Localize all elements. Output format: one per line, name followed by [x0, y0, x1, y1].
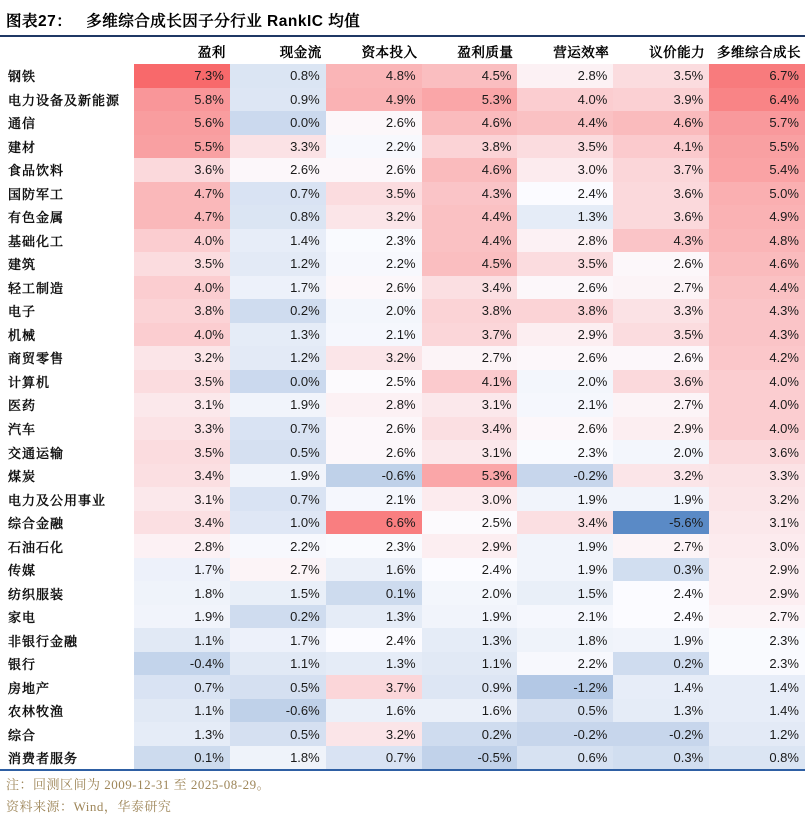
heatmap-cell: 2.1%: [517, 605, 613, 629]
heatmap-cell: 4.0%: [134, 323, 230, 347]
industry-row: [0, 370, 805, 394]
heatmap-cell: 4.2%: [709, 346, 805, 370]
heatmap-cell: 2.6%: [326, 440, 422, 464]
heatmap-cell: 2.6%: [517, 276, 613, 300]
heatmap-cell: 0.7%: [230, 182, 326, 206]
industry-row: [0, 299, 805, 323]
industry-label: 计算机: [8, 374, 51, 390]
industry-label: 汽车: [8, 421, 37, 437]
heatmap-cell: 4.9%: [326, 88, 422, 112]
heatmap-cell: 4.8%: [709, 229, 805, 253]
heatmap-cell: 1.3%: [422, 628, 518, 652]
industry-row: [0, 675, 805, 699]
industry-label: 煤炭: [8, 469, 37, 485]
heatmap-cell: 1.1%: [134, 699, 230, 723]
heatmap-cell: 3.4%: [517, 511, 613, 535]
heatmap-cell: 3.4%: [134, 464, 230, 488]
heatmap-cell: 2.1%: [517, 393, 613, 417]
heatmap-cell: 1.3%: [134, 722, 230, 746]
heatmap-cell: 1.5%: [517, 581, 613, 605]
heatmap-cell: 2.6%: [326, 158, 422, 182]
heatmap-cell: 3.3%: [230, 135, 326, 159]
column-header: 盈利: [197, 44, 226, 60]
industry-row: [0, 746, 805, 770]
heatmap-cell: 1.5%: [230, 581, 326, 605]
heatmap-cell: 1.6%: [422, 699, 518, 723]
heatmap-cell: 3.2%: [134, 346, 230, 370]
heatmap-cell: 2.2%: [517, 652, 613, 676]
heatmap-cell: 1.3%: [613, 699, 709, 723]
heatmap-cell: 0.6%: [517, 746, 613, 770]
industry-label: 纺织服装: [8, 586, 65, 602]
heatmap-cell: 4.3%: [709, 323, 805, 347]
heatmap-cell: 3.5%: [134, 370, 230, 394]
heatmap-cell: 2.9%: [709, 558, 805, 582]
industry-label: 消费者服务: [8, 751, 79, 767]
heatmap-cell: 0.5%: [230, 722, 326, 746]
heatmap-cell: 0.2%: [613, 652, 709, 676]
heatmap-cell: 4.6%: [613, 111, 709, 135]
heatmap-cell: 5.6%: [134, 111, 230, 135]
heatmap-cell: 2.3%: [326, 229, 422, 253]
heatmap-cell: 2.6%: [517, 346, 613, 370]
industry-row: [0, 64, 805, 88]
heatmap-cell: 6.7%: [709, 64, 805, 88]
heatmap-cell: -0.6%: [326, 464, 422, 488]
heatmap-cell: 0.3%: [613, 746, 709, 770]
heatmap-cell: 4.1%: [422, 370, 518, 394]
heatmap-cell: 1.1%: [230, 652, 326, 676]
heatmap-cell: 3.7%: [613, 158, 709, 182]
heatmap-cell: 0.8%: [230, 64, 326, 88]
heatmap-cell: 3.3%: [613, 299, 709, 323]
heatmap-cell: 2.6%: [326, 276, 422, 300]
industry-label: 电力设备及新能源: [8, 92, 121, 108]
industry-label: 银行: [8, 657, 37, 673]
heatmap-cell: 1.3%: [230, 323, 326, 347]
heatmap-cell: 2.9%: [422, 534, 518, 558]
heatmap-cell: 5.3%: [422, 464, 518, 488]
industry-label: 石油石化: [8, 539, 65, 555]
heatmap-cell: 3.9%: [613, 88, 709, 112]
heatmap-cell: 3.2%: [326, 205, 422, 229]
heatmap-cell: 3.0%: [517, 158, 613, 182]
heatmap-cell: 3.7%: [422, 323, 518, 347]
figure-name: 多维综合成长因子分行业 RankIC 均值: [86, 13, 361, 30]
heatmap-cell: 2.7%: [613, 393, 709, 417]
heatmap-cell: 1.9%: [613, 628, 709, 652]
industry-row: [0, 393, 805, 417]
industry-row: [0, 605, 805, 629]
industry-row: [0, 276, 805, 300]
heatmap-cell: 3.0%: [709, 534, 805, 558]
industry-row: [0, 252, 805, 276]
heatmap-cell: 6.4%: [709, 88, 805, 112]
industry-label: 基础化工: [8, 233, 65, 249]
heatmap-cell: 2.4%: [326, 628, 422, 652]
heatmap-cell: 3.2%: [326, 722, 422, 746]
heatmap-cell: 0.8%: [230, 205, 326, 229]
industry-label: 建筑: [8, 257, 37, 273]
industry-label: 机械: [8, 327, 37, 343]
industry-label: 家电: [8, 610, 37, 626]
heatmap-cell: 3.5%: [613, 64, 709, 88]
heatmap-cell: 2.0%: [422, 581, 518, 605]
heatmap-cell: 0.5%: [517, 699, 613, 723]
heatmap-cell: 4.6%: [422, 111, 518, 135]
heatmap-cell: 3.5%: [517, 135, 613, 159]
heatmap-cell: 1.4%: [230, 229, 326, 253]
heatmap-cell: 1.2%: [230, 252, 326, 276]
heatmap-cell: 5.0%: [709, 182, 805, 206]
heatmap-cell: 1.7%: [230, 276, 326, 300]
heatmap-cell: 2.1%: [326, 323, 422, 347]
heatmap-cell: -1.2%: [517, 675, 613, 699]
industry-row: [0, 487, 805, 511]
industry-row: [0, 205, 805, 229]
industry-label: 房地产: [8, 680, 51, 696]
column-header: 营运效率: [553, 44, 610, 60]
heatmap-cell: 0.1%: [326, 581, 422, 605]
heatmap-cell: 1.9%: [613, 487, 709, 511]
heatmap-cell: 4.7%: [134, 205, 230, 229]
heatmap-cell: 3.4%: [422, 417, 518, 441]
heatmap-cell: 2.7%: [422, 346, 518, 370]
industry-label: 农林牧渔: [8, 704, 65, 720]
heatmap-cell: 1.9%: [134, 605, 230, 629]
industry-label: 有色金属: [8, 210, 65, 226]
heatmap-cell: 3.7%: [326, 675, 422, 699]
heatmap-cell: 0.7%: [326, 746, 422, 770]
heatmap-cell: 4.0%: [134, 276, 230, 300]
heatmap-cell: 3.1%: [709, 511, 805, 535]
heatmap-cell: 4.6%: [422, 158, 518, 182]
heatmap-cell: 3.6%: [613, 182, 709, 206]
industry-row: [0, 88, 805, 112]
heatmap-cell: 3.4%: [422, 276, 518, 300]
heatmap-cell: 5.5%: [709, 135, 805, 159]
heatmap-cell: 4.8%: [326, 64, 422, 88]
heatmap-cell: 2.4%: [613, 581, 709, 605]
heatmap-cell: 1.9%: [517, 558, 613, 582]
heatmap-cell: -0.4%: [134, 652, 230, 676]
footnote-backtest-period: 注：回测区间为 2009-12-31 至 2025-08-29。: [6, 777, 271, 793]
heatmap-cell: 4.4%: [517, 111, 613, 135]
industry-label: 国防军工: [8, 186, 65, 202]
heatmap-cell: 2.2%: [230, 534, 326, 558]
heatmap-cell: 2.3%: [709, 652, 805, 676]
industry-row: [0, 628, 805, 652]
heatmap-cell: 2.3%: [517, 440, 613, 464]
heatmap-cell: 1.8%: [230, 746, 326, 770]
heatmap-cell: 1.1%: [134, 628, 230, 652]
heatmap-cell: 2.8%: [517, 64, 613, 88]
heatmap-cell: 4.5%: [422, 252, 518, 276]
heatmap-cell: 2.6%: [230, 158, 326, 182]
heatmap-cell: 2.3%: [709, 628, 805, 652]
heatmap-cell: -0.2%: [517, 722, 613, 746]
industry-row: [0, 511, 805, 535]
heatmap-cell: 4.3%: [422, 182, 518, 206]
heatmap-cell: 1.9%: [517, 534, 613, 558]
heatmap-cell: 0.7%: [134, 675, 230, 699]
industry-label: 传媒: [8, 563, 37, 579]
heatmap-cell: 4.9%: [709, 205, 805, 229]
heatmap-cell: 2.0%: [613, 440, 709, 464]
heatmap-cell: 4.3%: [709, 299, 805, 323]
industry-label: 建材: [8, 139, 37, 155]
heatmap-cell: 3.3%: [134, 417, 230, 441]
heatmap-cell: 2.1%: [326, 487, 422, 511]
heatmap-cell: 3.6%: [709, 440, 805, 464]
heatmap-cell: 0.2%: [422, 722, 518, 746]
industry-label: 轻工制造: [8, 280, 65, 296]
heatmap-cell: 3.5%: [326, 182, 422, 206]
heatmap-cell: 3.6%: [134, 158, 230, 182]
heatmap-body: [0, 64, 805, 769]
heatmap-cell: 4.6%: [709, 252, 805, 276]
heatmap-cell: 0.3%: [613, 558, 709, 582]
heatmap-cell: 0.5%: [230, 675, 326, 699]
column-header: 多维综合成长: [716, 44, 801, 60]
heatmap-cell: 4.0%: [709, 370, 805, 394]
industry-row: [0, 111, 805, 135]
heatmap-cell: 5.5%: [134, 135, 230, 159]
heatmap-cell: 2.2%: [326, 252, 422, 276]
industry-row: [0, 182, 805, 206]
industry-row: [0, 464, 805, 488]
heatmap-cell: 1.2%: [709, 722, 805, 746]
heatmap-cell: 2.4%: [517, 182, 613, 206]
heatmap-cell: 3.8%: [422, 135, 518, 159]
industry-row: [0, 652, 805, 676]
heatmap-cell: 3.8%: [517, 299, 613, 323]
heatmap-cell: 1.8%: [134, 581, 230, 605]
heatmap-cell: 2.6%: [613, 252, 709, 276]
industry-label: 电力及公用事业: [8, 492, 107, 508]
heatmap-cell: 7.3%: [134, 64, 230, 88]
heatmap-cell: 1.3%: [326, 652, 422, 676]
heatmap-cell: 2.9%: [517, 323, 613, 347]
figure-number: 图表27：: [6, 13, 73, 30]
heatmap-cell: 3.1%: [134, 487, 230, 511]
heatmap-cell: 2.5%: [326, 370, 422, 394]
heatmap-cell: 3.5%: [613, 323, 709, 347]
heatmap-cell: 0.7%: [230, 487, 326, 511]
heatmap-cell: 1.2%: [230, 346, 326, 370]
industry-row: [0, 581, 805, 605]
industry-label: 综合: [8, 727, 37, 743]
heatmap-cell: 3.8%: [134, 299, 230, 323]
heatmap-cell: 2.8%: [517, 229, 613, 253]
heatmap-cell: 0.8%: [709, 746, 805, 770]
rankic-heatmap-table: [0, 37, 805, 769]
industry-label: 综合金融: [8, 516, 65, 532]
heatmap-cell: 0.7%: [230, 417, 326, 441]
heatmap-cell: 1.9%: [230, 464, 326, 488]
heatmap-cell: 6.6%: [326, 511, 422, 535]
heatmap-cell: 1.8%: [517, 628, 613, 652]
heatmap-cell: 1.9%: [422, 605, 518, 629]
industry-label: 商贸零售: [8, 351, 65, 367]
column-header: 现金流: [279, 44, 322, 60]
industry-label: 通信: [8, 116, 37, 132]
heatmap-cell: 4.7%: [134, 182, 230, 206]
heatmap-cell: 4.4%: [422, 229, 518, 253]
heatmap-cell: 4.0%: [134, 229, 230, 253]
heatmap-cell: 4.3%: [613, 229, 709, 253]
heatmap-cell: 1.1%: [422, 652, 518, 676]
heatmap-cell: 1.7%: [230, 628, 326, 652]
heatmap-cell: -0.5%: [422, 746, 518, 770]
heatmap-cell: 4.0%: [709, 393, 805, 417]
heatmap-cell: -5.6%: [613, 511, 709, 535]
heatmap-cell: 2.4%: [422, 558, 518, 582]
industry-row: [0, 440, 805, 464]
heatmap-cell: 2.8%: [326, 393, 422, 417]
heatmap-cell: 1.6%: [326, 699, 422, 723]
heatmap-cell: 1.9%: [517, 487, 613, 511]
heatmap-cell: 0.9%: [230, 88, 326, 112]
heatmap-cell: 1.3%: [517, 205, 613, 229]
footnote-data-source: 资料来源：Wind，华泰研究: [6, 799, 172, 815]
industry-row: [0, 229, 805, 253]
heatmap-cell: 2.6%: [517, 417, 613, 441]
heatmap-cell: 0.0%: [230, 370, 326, 394]
heatmap-cell: 5.8%: [134, 88, 230, 112]
heatmap-cell: 4.4%: [709, 276, 805, 300]
industry-row: [0, 699, 805, 723]
figure-title: [0, 0, 805, 37]
industry-row: [0, 135, 805, 159]
heatmap-cell: 2.0%: [517, 370, 613, 394]
heatmap-cell: 3.1%: [134, 393, 230, 417]
heatmap-cell: 3.0%: [422, 487, 518, 511]
heatmap-cell: 3.1%: [422, 393, 518, 417]
heatmap-cell: 3.1%: [422, 440, 518, 464]
heatmap-cell: 3.6%: [613, 205, 709, 229]
heatmap-cell: 2.3%: [326, 534, 422, 558]
column-header: 资本投入: [361, 44, 418, 60]
heatmap-cell: 3.5%: [134, 252, 230, 276]
heatmap-cell: -0.2%: [517, 464, 613, 488]
heatmap-cell: 2.7%: [709, 605, 805, 629]
heatmap-cell: 2.6%: [613, 346, 709, 370]
heatmap-cell: 2.0%: [326, 299, 422, 323]
heatmap-cell: 2.7%: [230, 558, 326, 582]
industry-label: 电子: [8, 304, 37, 320]
heatmap-cell: 2.6%: [326, 417, 422, 441]
heatmap-cell: 2.7%: [613, 534, 709, 558]
column-header: 议价能力: [649, 44, 706, 60]
heatmap-cell: 2.5%: [422, 511, 518, 535]
heatmap-cell: 2.9%: [709, 581, 805, 605]
heatmap-cell: 5.3%: [422, 88, 518, 112]
heatmap-cell: 1.4%: [709, 699, 805, 723]
heatmap-cell: 3.2%: [326, 346, 422, 370]
industry-label: 交通运输: [8, 445, 65, 461]
heatmap-cell: 3.5%: [134, 440, 230, 464]
heatmap-cell: 1.9%: [230, 393, 326, 417]
heatmap-cell: 1.4%: [709, 675, 805, 699]
heatmap-cell: 2.8%: [134, 534, 230, 558]
heatmap-cell: 1.7%: [134, 558, 230, 582]
industry-label: 钢铁: [8, 69, 37, 85]
industry-row: [0, 534, 805, 558]
heatmap-cell: 4.4%: [422, 205, 518, 229]
industry-label: 医药: [8, 398, 37, 414]
industry-label: 食品饮料: [8, 163, 65, 179]
heatmap-cell: 3.3%: [709, 464, 805, 488]
heatmap-cell: 4.5%: [422, 64, 518, 88]
heatmap-cell: 3.6%: [613, 370, 709, 394]
heatmap-cell: 0.2%: [230, 605, 326, 629]
heatmap-cell: 1.6%: [326, 558, 422, 582]
heatmap-header-row: [0, 37, 805, 64]
industry-row: [0, 158, 805, 182]
industry-row: [0, 346, 805, 370]
heatmap-cell: 0.9%: [422, 675, 518, 699]
heatmap-cell: 3.2%: [613, 464, 709, 488]
heatmap-cell: 1.3%: [326, 605, 422, 629]
heatmap-cell: -0.2%: [613, 722, 709, 746]
heatmap-cell: 2.6%: [326, 111, 422, 135]
heatmap-cell: 3.5%: [517, 252, 613, 276]
heatmap-cell: 2.9%: [613, 417, 709, 441]
heatmap-cell: 2.2%: [326, 135, 422, 159]
industry-row: [0, 722, 805, 746]
industry-row: [0, 558, 805, 582]
heatmap-cell: 5.7%: [709, 111, 805, 135]
heatmap-cell: 5.4%: [709, 158, 805, 182]
heatmap-cell: -0.6%: [230, 699, 326, 723]
industry-label: 非银行金融: [8, 633, 79, 649]
heatmap-cell: 4.1%: [613, 135, 709, 159]
heatmap-cell: 4.0%: [709, 417, 805, 441]
heatmap-cell: 3.8%: [422, 299, 518, 323]
heatmap-cell: 0.2%: [230, 299, 326, 323]
heatmap-cell: 2.7%: [613, 276, 709, 300]
heatmap-cell: 2.4%: [613, 605, 709, 629]
heatmap-cell: 4.0%: [517, 88, 613, 112]
heatmap-cell: 1.4%: [613, 675, 709, 699]
heatmap-cell: 3.2%: [709, 487, 805, 511]
heatmap-cell: 0.5%: [230, 440, 326, 464]
heatmap-cell: 3.4%: [134, 511, 230, 535]
industry-row: [0, 323, 805, 347]
heatmap-cell: 1.0%: [230, 511, 326, 535]
heatmap-cell: 0.0%: [230, 111, 326, 135]
heatmap-cell: 0.1%: [134, 746, 230, 770]
industry-row: [0, 417, 805, 441]
column-header: 盈利质量: [457, 44, 514, 60]
